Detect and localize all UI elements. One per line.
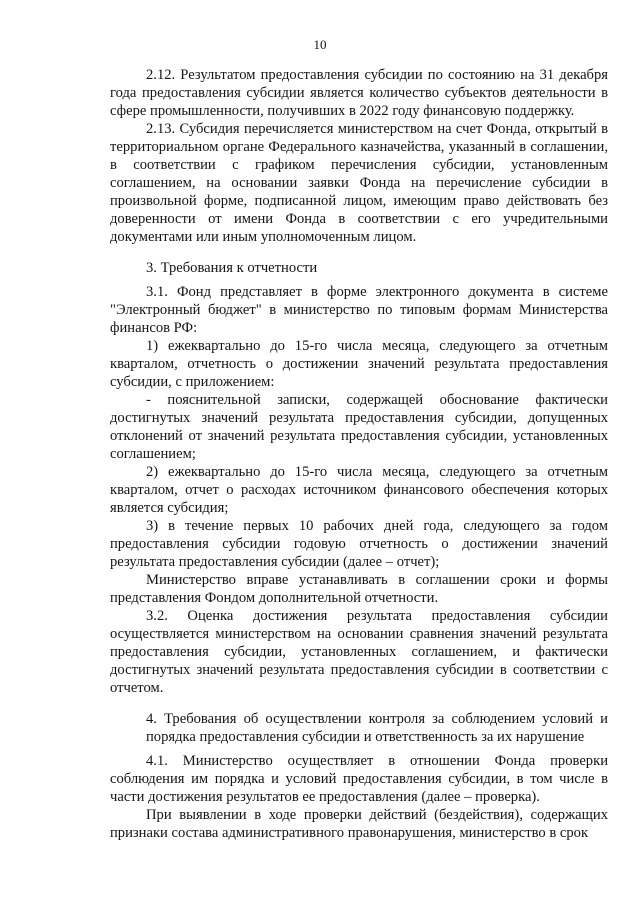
paragraph-2-12: 2.12. Результатом предоставления субсидии по состоянию на 31 декабря года предоставления субсидии является количество субъектов деятельности в сфере промышленности, получивших в 2022 году финансовую поддержку. [110, 67, 608, 119]
list-item-3-1-3: 3) в течение первых 10 рабочих дней года, следующего за годом предоставления субсидии годовую отчетность о достижении значений результата предоставления субсидии (далее – отчет); [110, 518, 608, 570]
paragraph-3-2: 3.2. Оценка достижения результата предоставления субсидии осуществляется министерством на основании сравнения значений результата предоставления субсидии, установленных соглашением, и фактически достигнутых значений результата предоставления субсидии в соответствии с отчетом. [110, 608, 608, 696]
paragraph-4-1-violations: При выявлении в ходе проверки действий (бездействия), содержащих признаки состава административного правонарушения, министерство в срок [110, 807, 608, 841]
paragraph-ministry-rights: Министерство вправе устанавливать в соглашении сроки и формы представления Фондом дополнительной отчетности. [110, 572, 608, 606]
section-heading-4: 4. Требования об осуществлении контроля за соблюдением условий и порядка предоставления субсидии и ответственность за их нарушение [146, 711, 608, 745]
list-item-3-1-2: 2) ежеквартально до 15-го числа месяца, следующего за отчетным кварталом, отчет о расходах источником финансового обеспечения которых является субсидия; [110, 464, 608, 516]
list-item-3-1-1: 1) ежеквартально до 15-го числа месяца, следующего за отчетным кварталом, отчетность о достижении значений результата предоставления субсидии, с приложением: [110, 338, 608, 390]
paragraph-4-1: 4.1. Министерство осуществляет в отношении Фонда проверки соблюдения им порядка и условий предоставления субсидии, в том числе в части достижения результатов ее предоставления (далее – проверка). [110, 753, 608, 805]
paragraph-2-13: 2.13. Субсидия перечисляется министерством на счет Фонда, открытый в территориальном органе Федерального казначейства, указанный в соглашении, в соответствии с графиком перечисления субсидии, установленным соглашением, на основании заявки Фонда на перечисление субсидии в произвольной форме, подписанной лицом, имеющим право действовать без доверенности от имени Фонда в соответствии с его учредительными документами или иным уполномоченным лицом. [110, 121, 608, 245]
page-number: 10 [313, 37, 327, 52]
list-subitem-explanatory-note: - пояснительной записки, содержащей обоснование фактически достигнутых значений результата предоставления субсидии, допущенных отклонений от значений результата предоставления субсидии, установленных соглашением; [110, 392, 608, 462]
document-body [110, 66, 608, 842]
section-heading-3: 3. Требования к отчетности [146, 260, 318, 276]
paragraph-3-1: 3.1. Фонд представляет в форме электронного документа в системе "Электронный бюджет" в министерство по типовым формам Министерства финансов РФ: [110, 284, 608, 336]
